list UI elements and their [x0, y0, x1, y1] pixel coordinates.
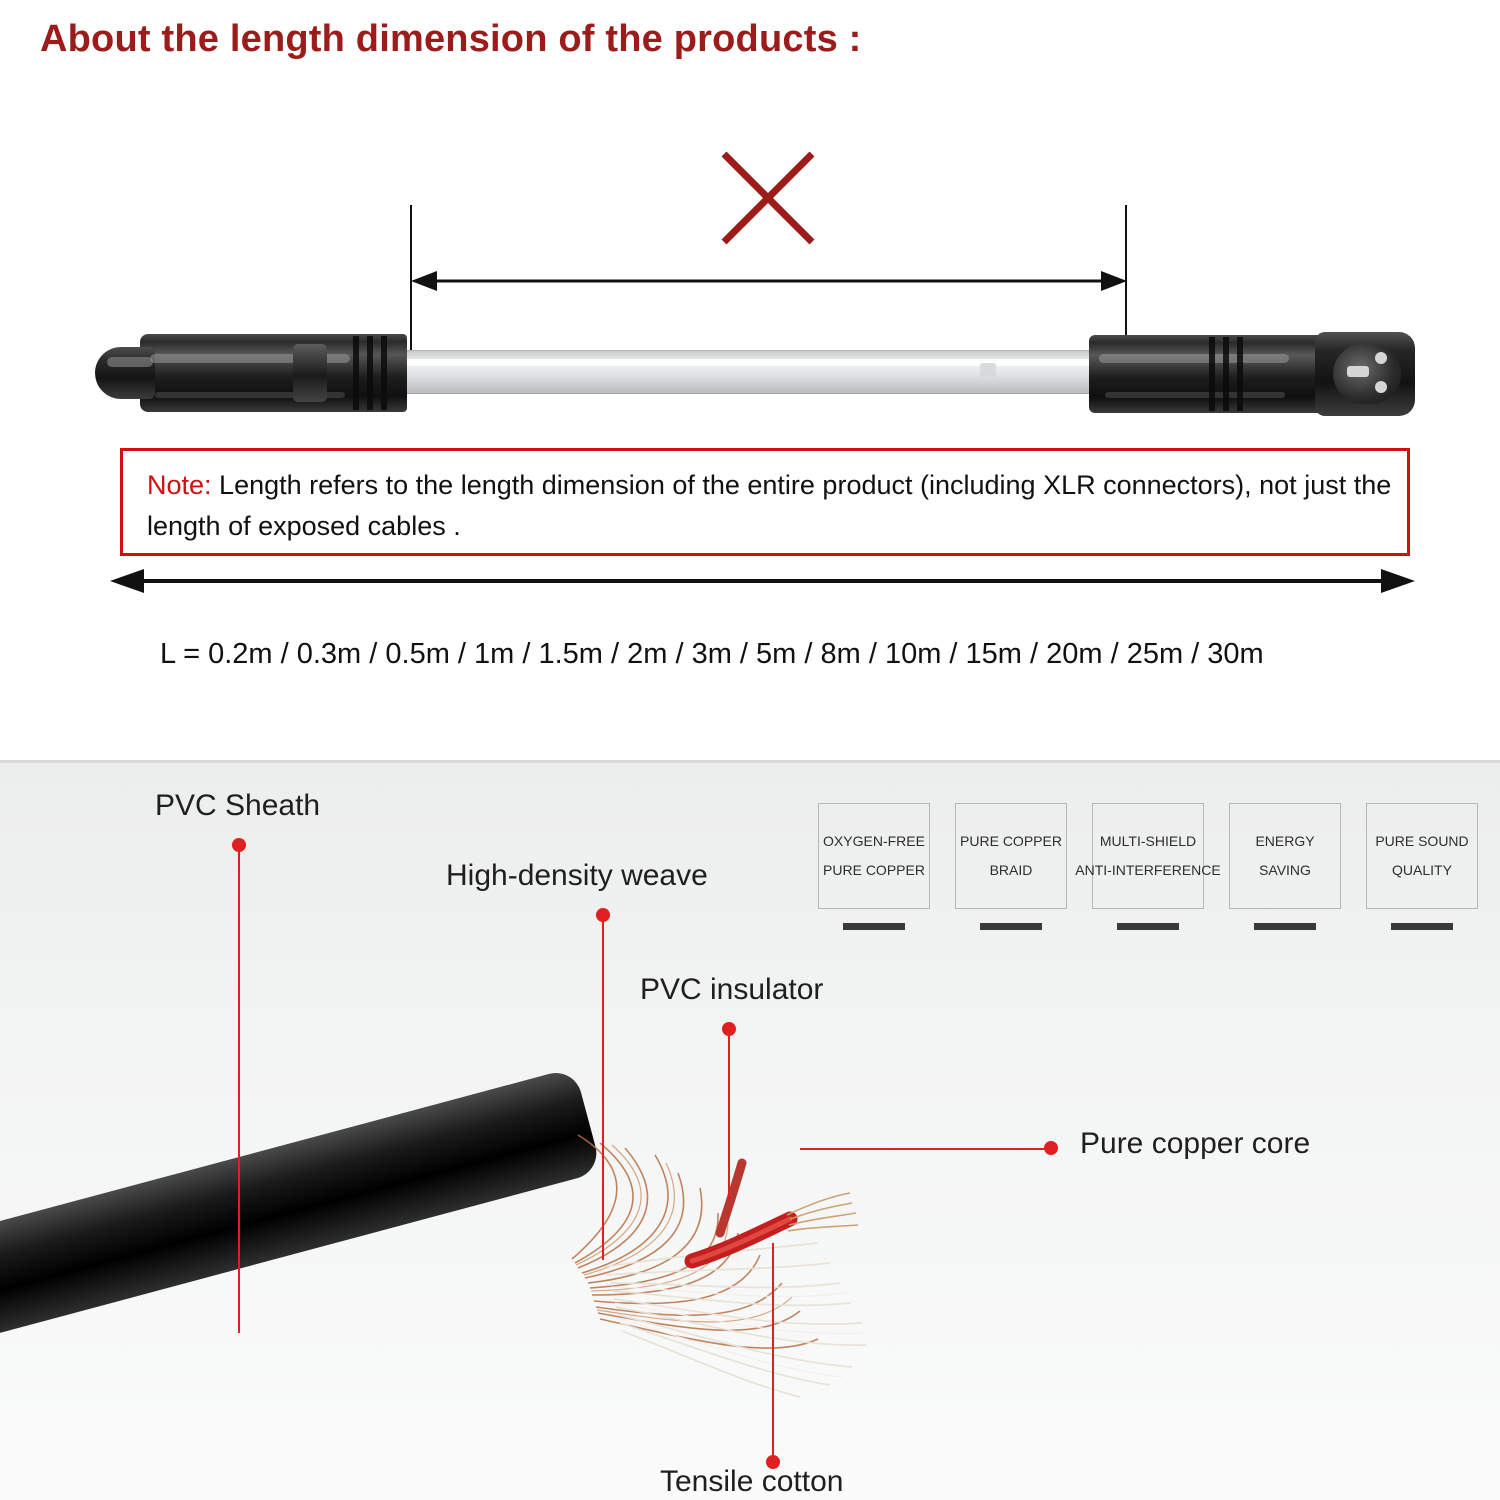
xlr-male-connector [95, 334, 407, 412]
label-high-density-weave: High-density weave [446, 859, 708, 892]
feature-line-1: OXYGEN-FREE [823, 833, 925, 849]
feature-line-2: ANTI-INTERFERENCE [1075, 862, 1221, 878]
label-pvc-insulator: PVC insulator [640, 973, 824, 1006]
feature-line-2: PURE COPPER [823, 862, 925, 878]
note-body: Length refers to the length dimension of the entire product (including XLR connectors), not just the length of exposed cables . [147, 470, 1392, 541]
feature-line-2: SAVING [1259, 862, 1311, 878]
label-tensile-cotton: Tensile cotton [660, 1465, 844, 1498]
feature-line-2: QUALITY [1392, 862, 1452, 878]
leader-line [602, 915, 604, 1260]
feature-line-1: ENERGY [1255, 833, 1315, 849]
page-title: About the length dimension of the products : [40, 18, 862, 60]
label-pure-copper-core: Pure copper core [1080, 1127, 1311, 1160]
label-pvc-sheath: PVC Sheath [155, 789, 321, 822]
length-options-text: L = 0.2m / 0.3m / 0.5m / 1m / 1.5m / 2m / 3m / 5m / 8m / 10m / 15m / 20m / 25m / 30m [160, 638, 1264, 670]
xlr-cable-illustration [95, 320, 1415, 430]
feature-line-2: BRAID [989, 862, 1033, 878]
stripped-cable-illustration [0, 763, 1500, 1500]
cable-construction-panel [0, 763, 1500, 1500]
note-text [147, 465, 1397, 547]
feature-line-1: PURE COPPER [960, 833, 1062, 849]
xlr-female-connector [1089, 332, 1415, 416]
leader-line [728, 1029, 730, 1199]
note-box [120, 448, 1410, 556]
feature-line-1: PURE SOUND [1375, 833, 1469, 849]
leader-line [800, 1148, 1048, 1150]
leader-line [772, 1243, 774, 1455]
full-length-dimension-arrow [110, 565, 1415, 597]
cable-only-dimension-arrow [411, 268, 1127, 294]
leader-line [238, 845, 240, 1333]
note-label: Note: [147, 470, 212, 500]
feature-line-1: MULTI-SHIELD [1099, 833, 1197, 849]
red-x-icon [718, 148, 818, 248]
